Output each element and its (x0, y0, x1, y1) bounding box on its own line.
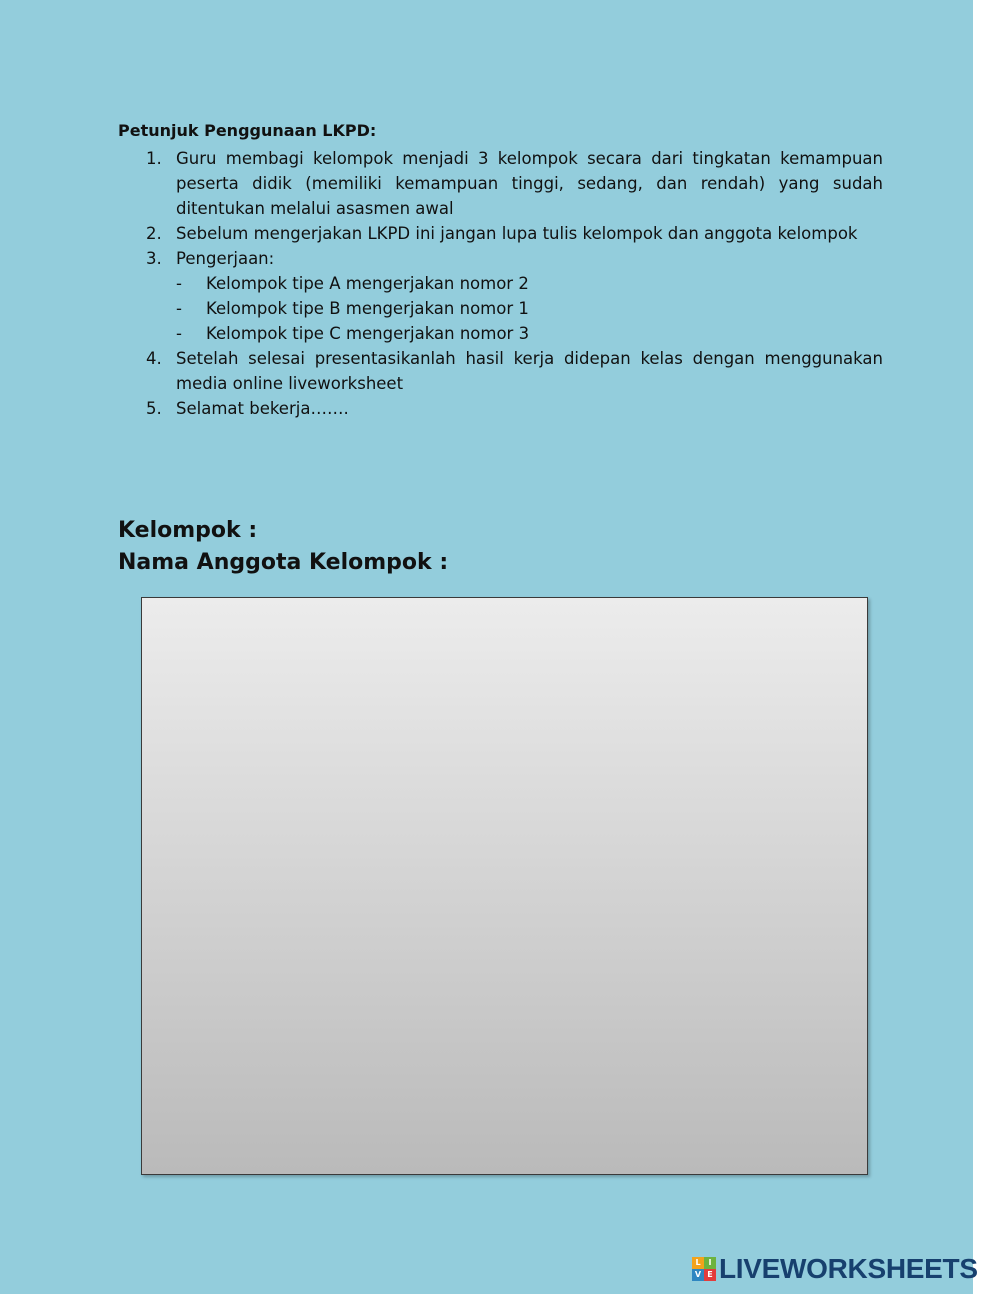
dash-marker: - (176, 299, 182, 318)
instructions-list (118, 146, 883, 421)
step-text: Sebelum mengerjakan LKPD ini jangan lupa tulis kelompok dan anggota kelompok (176, 224, 858, 243)
logo-letter: E (704, 1269, 716, 1281)
group-members-label: Nama Anggota Kelompok : (118, 550, 449, 575)
group-type-text: Kelompok tipe A mengerjakan nomor 2 (206, 274, 529, 293)
step-number: 3. (146, 249, 162, 268)
step-number: 2. (146, 224, 162, 243)
instruction-step-3 (118, 246, 883, 346)
logo-letter: V (692, 1269, 704, 1281)
group-type-item (176, 271, 883, 296)
liveworksheets-logo[interactable] (692, 1253, 978, 1285)
group-type-item (176, 321, 883, 346)
group-type-text: Kelompok tipe B mengerjakan nomor 1 (206, 299, 529, 318)
instruction-step-4 (118, 346, 883, 396)
step-text: Setelah selesai presentasikanlah hasil kerja didepan kelas dengan menggunakan media online liveworksheet (176, 349, 883, 393)
logo-letter: L (692, 1257, 704, 1269)
group-label: Kelompok : (118, 518, 258, 543)
step-text: Selamat bekerja……. (176, 399, 349, 418)
instructions-heading: Petunjuk Penggunaan LKPD: (118, 121, 377, 140)
group-type-item (176, 296, 883, 321)
instructions-section (118, 121, 883, 421)
answer-box[interactable] (141, 597, 868, 1175)
liveworksheets-logo-icon (692, 1257, 716, 1281)
step-number: 1. (146, 149, 162, 168)
dash-marker: - (176, 274, 182, 293)
instruction-step-1 (118, 146, 883, 221)
instruction-step-5 (118, 396, 883, 421)
step-number: 5. (146, 399, 162, 418)
group-type-text: Kelompok tipe C mengerjakan nomor 3 (206, 324, 530, 343)
step-text: Guru membagi kelompok menjadi 3 kelompok secara dari tingkatan kemampuan peserta didik (memiliki kemampuan tinggi, sedang, dan rendah) yang sudah ditentukan melalui asasmen awal (176, 149, 883, 218)
instruction-step-2 (118, 221, 883, 246)
group-type-list (176, 271, 883, 346)
brand-name: LIVEWORKSHEETS (719, 1253, 978, 1284)
step-text: Pengerjaan: (176, 249, 275, 268)
logo-letter: I (704, 1257, 716, 1269)
dash-marker: - (176, 324, 182, 343)
step-number: 4. (146, 349, 162, 368)
